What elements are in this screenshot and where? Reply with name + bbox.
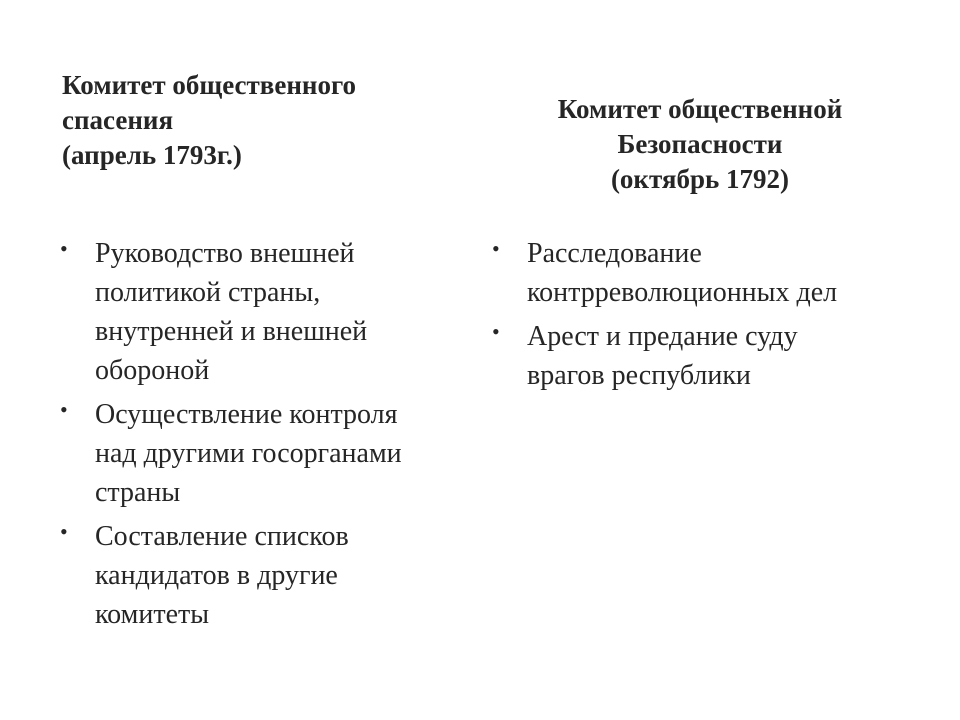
right-heading-line: (октябрь 1792) [610, 164, 790, 194]
right-heading [490, 92, 910, 197]
list-item-text [527, 234, 920, 312]
bullet-icon: • [60, 397, 68, 422]
bullet-icon: • [492, 319, 500, 344]
left-bullet-list [58, 234, 478, 639]
list-item [58, 234, 478, 390]
list-item-text [95, 517, 478, 634]
list-item-line: Расследование [527, 238, 702, 269]
list-item-line: Осуществление контроля [95, 399, 398, 430]
list-item-line: обороной [95, 355, 210, 386]
right-bullet-list [490, 234, 920, 400]
list-item-text [95, 234, 478, 390]
left-heading-line: (апрель 1793г.) [62, 140, 242, 170]
left-heading-line: спасения [62, 105, 174, 135]
list-item-line: страны [95, 477, 181, 508]
right-heading-line: Безопасности [617, 129, 783, 159]
list-item-text [95, 395, 478, 512]
list-item-line: врагов республики [527, 360, 751, 391]
list-item-line: Руководство внешней [95, 238, 355, 269]
bullet-icon: • [492, 236, 500, 261]
list-item [490, 234, 920, 312]
list-item-line: кандидатов в другие [95, 560, 338, 591]
list-item [58, 517, 478, 634]
left-heading [62, 68, 356, 173]
list-item-line: политикой страны, [95, 277, 321, 308]
list-item-text [527, 317, 920, 395]
list-item-line: контрреволюционных дел [527, 277, 838, 308]
list-item [58, 395, 478, 512]
list-item-line: внутренней и внешней [95, 316, 368, 347]
list-item-line: Составление списков [95, 521, 349, 552]
right-heading-line: Комитет общественной [557, 94, 843, 124]
bullet-icon: • [60, 519, 68, 544]
list-item-line: Арест и предание суду [527, 321, 798, 352]
list-item-line: над другими госорганами [95, 438, 402, 469]
left-heading-line: Комитет общественного [62, 70, 357, 100]
bullet-icon: • [60, 236, 68, 261]
list-item [490, 317, 920, 395]
list-item-line: комитеты [95, 599, 210, 630]
